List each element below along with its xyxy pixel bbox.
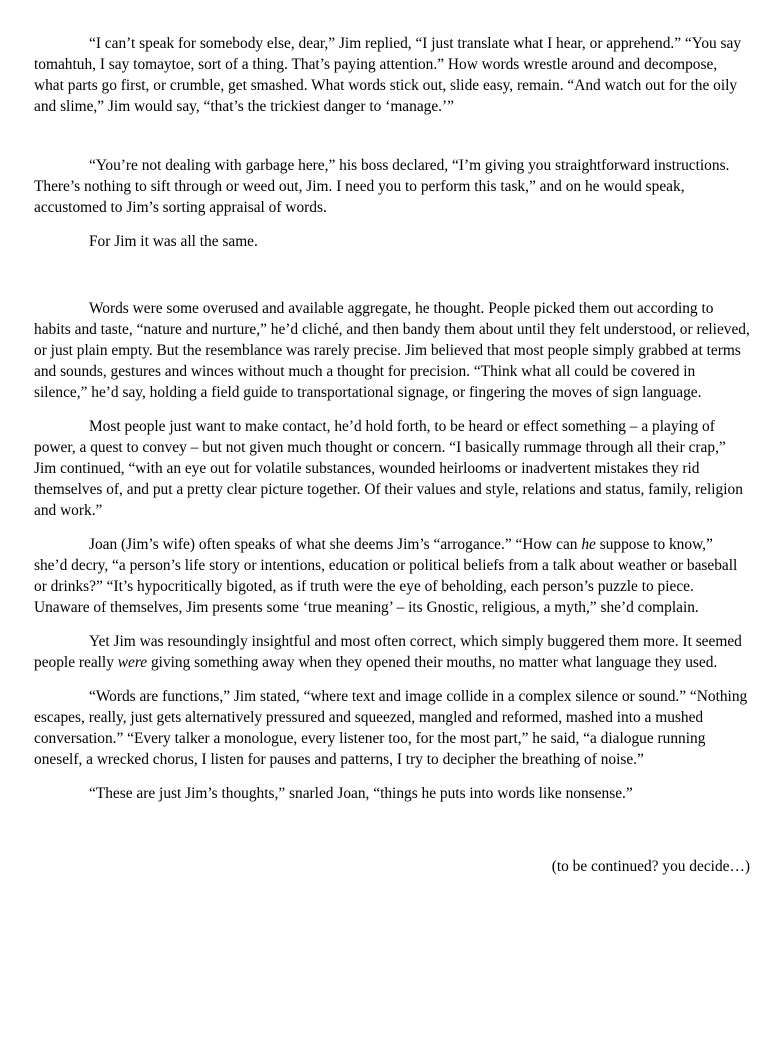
- text-run: Joan (Jim’s wife) often speaks of what she deems Jim’s “arrogance.” “How can: [89, 536, 582, 553]
- text-run: Yet Jim was resoundingly insightful and most often correct, which simply buggered them more. It seemed people really: [34, 633, 742, 671]
- closing-spacer: [34, 804, 750, 856]
- text-run: giving something away when they opened their mouths, no matter what language they used.: [147, 654, 718, 671]
- emphasis-were: were: [117, 654, 148, 671]
- paragraph-words-aggregate: Words were some overused and available aggregate, he thought. People picked them out according to habits and taste, “nature and nurture,” he’d cliché, and then bandy them about until they felt understood, or relieved, or just plain empty. But the resemblance was rarely precise. Jim believed that most people simply grabbed at terms and sounds, gestures and winces without much a thought for precision. “Think what all could be covered in silence,” he’d say, holding a field guide to transportational signage, or fingering the moves of sign language.: [34, 300, 750, 401]
- paragraph-make-contact: Most people just want to make contact, he’d hold forth, to be heard or effect something – a playing of power, a quest to convey – but not given much thought or concern. “I basically rummage through all their crap,” Jim continued, “with an eye out for volatile substances, wounded heirlooms or inadvertent mistakes they rid themselves of, and put a pretty clear picture together. Of their values and style, relations and status, family, religion and work.”: [34, 418, 743, 519]
- paragraph-spacer: [34, 673, 750, 686]
- emphasis-he: he: [581, 536, 596, 553]
- paragraph-spacer: [34, 403, 750, 416]
- paragraph-spacer: [34, 521, 750, 534]
- paragraph-joan-arrogance: [34, 534, 750, 618]
- closing-note: (to be continued? you decide…): [551, 858, 750, 875]
- paragraph-boss: “You’re not dealing with garbage here,” his boss declared, “I’m giving you straightforward instructions. There’s nothing to sift through or weed out, Jim. I need you to perform this task,” and on he would speak, accustomed to Jim’s sorting appraisal of words.: [34, 157, 730, 216]
- paragraph-all-the-same: For Jim it was all the same.: [89, 233, 258, 250]
- paragraph-insightful: [34, 631, 750, 673]
- paragraph-translate: “I can’t speak for somebody else, dear,” Jim replied, “I just translate what I hear, or apprehend.” “You say tomahtuh, I say tomaytoe, sort of a thing. That’s paying attention.” How words wrestle around and decompose, what parts go first, or crumble, get smashed. What words stick out, slide easy, remain. “And watch out for the oily and slime,” Jim would say, “that’s the trickiest danger to ‘manage.’”: [34, 35, 742, 115]
- document-page: [34, 33, 750, 877]
- paragraph-spacer: [34, 218, 750, 231]
- paragraph-jims-thoughts: “These are just Jim’s thoughts,” snarled Joan, “things he puts into words like nonsense.”: [89, 785, 633, 802]
- paragraph-spacer: [34, 618, 750, 631]
- section-spacer: [34, 252, 750, 298]
- paragraph-words-functions: “Words are functions,” Jim stated, “where text and image collide in a complex silence or sound.” “Nothing escapes, really, just gets alternatively pressured and squeezed, mangled and reformed, mashed into a mushed conversation.” “Every talker a monologue, every listener too, for the most part,” he said, “a dialogue running oneself, a wrecked chorus, I listen for pauses and patterns, I try to decipher the breathing of noise.”: [34, 688, 748, 768]
- text-run: suppose to know,” she’d decry, “a person’s life story or intentions, education or political beliefs from a talk about weather or baseball or drinks?” “It’s hypocritically bigoted, as if truth were the eye of beholding, each person’s puzzle to piece. Unaware of themselves, Jim presents some ‘true meaning’ – its Gnostic, religious, a myth,” she’d complain.: [34, 536, 738, 616]
- paragraph-spacer: [34, 770, 750, 783]
- section-spacer: [34, 117, 750, 155]
